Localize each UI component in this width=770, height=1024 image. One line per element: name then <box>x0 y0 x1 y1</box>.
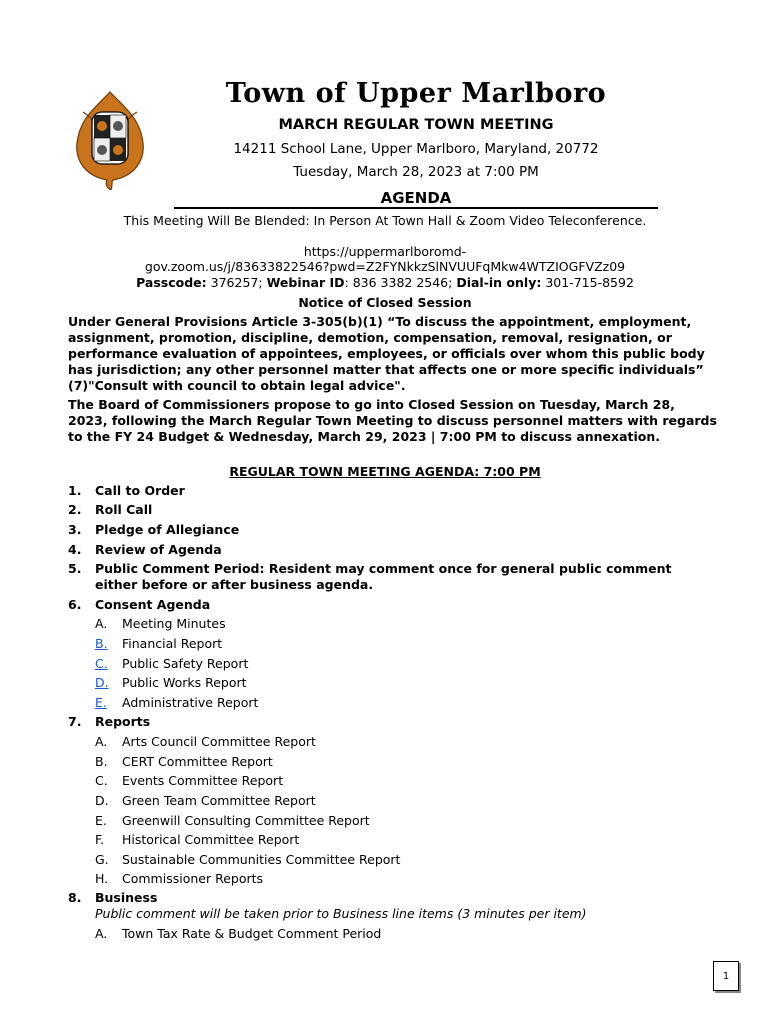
meeting-datetime: Tuesday, March 28, 2023 at 7:00 PM <box>293 164 539 180</box>
regular-meeting-heading: REGULAR TOWN MEETING AGENDA: 7:00 PM <box>229 464 541 479</box>
dialin-number: 301-715-8592 <box>545 275 634 290</box>
agenda-item-call-to-order: Call to Order <box>95 483 185 498</box>
meeting-address: 14211 School Lane, Upper Marlboro, Maryland, 20772 <box>233 141 599 157</box>
agenda-item-number: 5. <box>68 561 82 576</box>
sub-item-letter: D. <box>95 793 109 808</box>
agenda-title: AGENDA <box>380 189 452 207</box>
sub-item-letter: A. <box>95 734 108 749</box>
agenda-item-number: 6. <box>68 597 82 612</box>
sub-item-letter: E. <box>95 813 107 828</box>
agenda-item-number: 2. <box>68 502 82 517</box>
sub-item-tax-rate: Town Tax Rate & Budget Comment Period <box>122 926 382 941</box>
sub-item-letter: H. <box>95 871 109 886</box>
agenda-item-business: Business <box>95 890 158 905</box>
sub-item-sustainable: Sustainable Communities Committee Report <box>122 852 401 867</box>
passcode-label: Passcode: <box>136 275 207 290</box>
sub-item-arts-council: Arts Council Committee Report <box>122 734 316 749</box>
sub-item-commissioner: Commissioner Reports <box>122 871 264 886</box>
agenda-item-review: Review of Agenda <box>95 542 222 557</box>
sub-item-letter: A. <box>95 926 108 941</box>
sub-item-link-d[interactable]: D. <box>95 675 109 690</box>
closed-session-paragraph-2: The Board of Commissioners propose to go into Closed Session on Tuesday, March 28, 2023, following the March Regular Town Meeting to discuss personnel matters with regards to the FY 24 Budget & Wednesday, March 29, 2023 | 7:00 PM to discuss annexation. <box>68 397 717 444</box>
agenda-item-number: 1. <box>68 483 82 498</box>
agenda-item-number: 8. <box>68 890 82 905</box>
zoom-url-line2[interactable]: gov.zoom.us/j/83633822546?pwd=Z2FYNkkzSlNVUUFqMkw4WTZIOGFVZz09 <box>144 259 626 274</box>
sub-item-financial-report: Financial Report <box>122 636 223 651</box>
agenda-item-number: 3. <box>68 522 82 537</box>
webinar-label: Webinar ID <box>266 275 345 290</box>
agenda-item-number: 7. <box>68 714 82 729</box>
sub-item-historical: Historical Committee Report <box>122 832 300 847</box>
sub-item-letter: F. <box>95 832 105 847</box>
sub-item-public-works: Public Works Report <box>122 675 247 690</box>
meeting-title: MARCH REGULAR TOWN MEETING <box>278 117 554 133</box>
dialin-label: Dial-in only: <box>456 275 542 290</box>
sub-item-link-c[interactable]: C. <box>95 656 108 671</box>
agenda-item-number: 4. <box>68 542 82 557</box>
zoom-url-line1[interactable]: https://uppermarlboromd- <box>303 244 467 259</box>
sub-item-green-team: Green Team Committee Report <box>122 793 316 808</box>
sub-item-events: Events Committee Report <box>122 773 284 788</box>
passcode-value: 376257; <box>210 275 263 290</box>
sub-item-greenwill: Greenwill Consulting Committee Report <box>122 813 370 828</box>
sub-item-link-b[interactable]: B. <box>95 636 108 651</box>
sub-item-link-e[interactable]: E. <box>95 695 107 710</box>
page-number: 1 <box>713 961 739 991</box>
blended-meeting-note: This Meeting Will Be Blended: In Person At Town Hall & Zoom Video Teleconference. <box>123 213 647 228</box>
sub-item-letter: G. <box>95 852 109 867</box>
dial-in-info <box>0 275 770 290</box>
agenda-item-consent: Consent Agenda <box>95 597 211 612</box>
sub-item-meeting-minutes: Meeting Minutes <box>122 616 226 631</box>
sub-item-cert: CERT Committee Report <box>122 754 273 769</box>
closed-session-paragraph-1: Under General Provisions Article 3-305(b)(1) “To discuss the appointment, employment, assignment, promotion, discipline, demotion, compensation, removal, resignation, or performance evaluation of appointees, employees, or officials over whom this public body has jurisdiction; any other personnel matter that affects one or more specific individuals” (7)"Consult with council to obtain legal advice". <box>68 314 705 393</box>
agenda-item-pledge: Pledge of Allegiance <box>95 522 240 537</box>
business-note: Public comment will be taken prior to Business line items (3 minutes per item) <box>95 906 587 921</box>
closed-session-title: Notice of Closed Session <box>298 295 472 310</box>
agenda-item-roll-call: Roll Call <box>95 502 153 517</box>
webinar-id: : 836 3382 2546; <box>344 275 453 290</box>
header-divider <box>174 207 658 209</box>
sub-item-letter: A. <box>95 616 108 631</box>
agenda-item-reports: Reports <box>95 714 151 729</box>
sub-item-administrative: Administrative Report <box>122 695 259 710</box>
sub-item-letter: C. <box>95 773 108 788</box>
sub-item-letter: B. <box>95 754 108 769</box>
town-title: Town of Upper Marlboro <box>225 78 607 109</box>
agenda-item-public-comment: Public Comment Period: Resident may comment once for general public comment either before or after business agenda. <box>95 561 672 592</box>
sub-item-public-safety: Public Safety Report <box>122 656 249 671</box>
